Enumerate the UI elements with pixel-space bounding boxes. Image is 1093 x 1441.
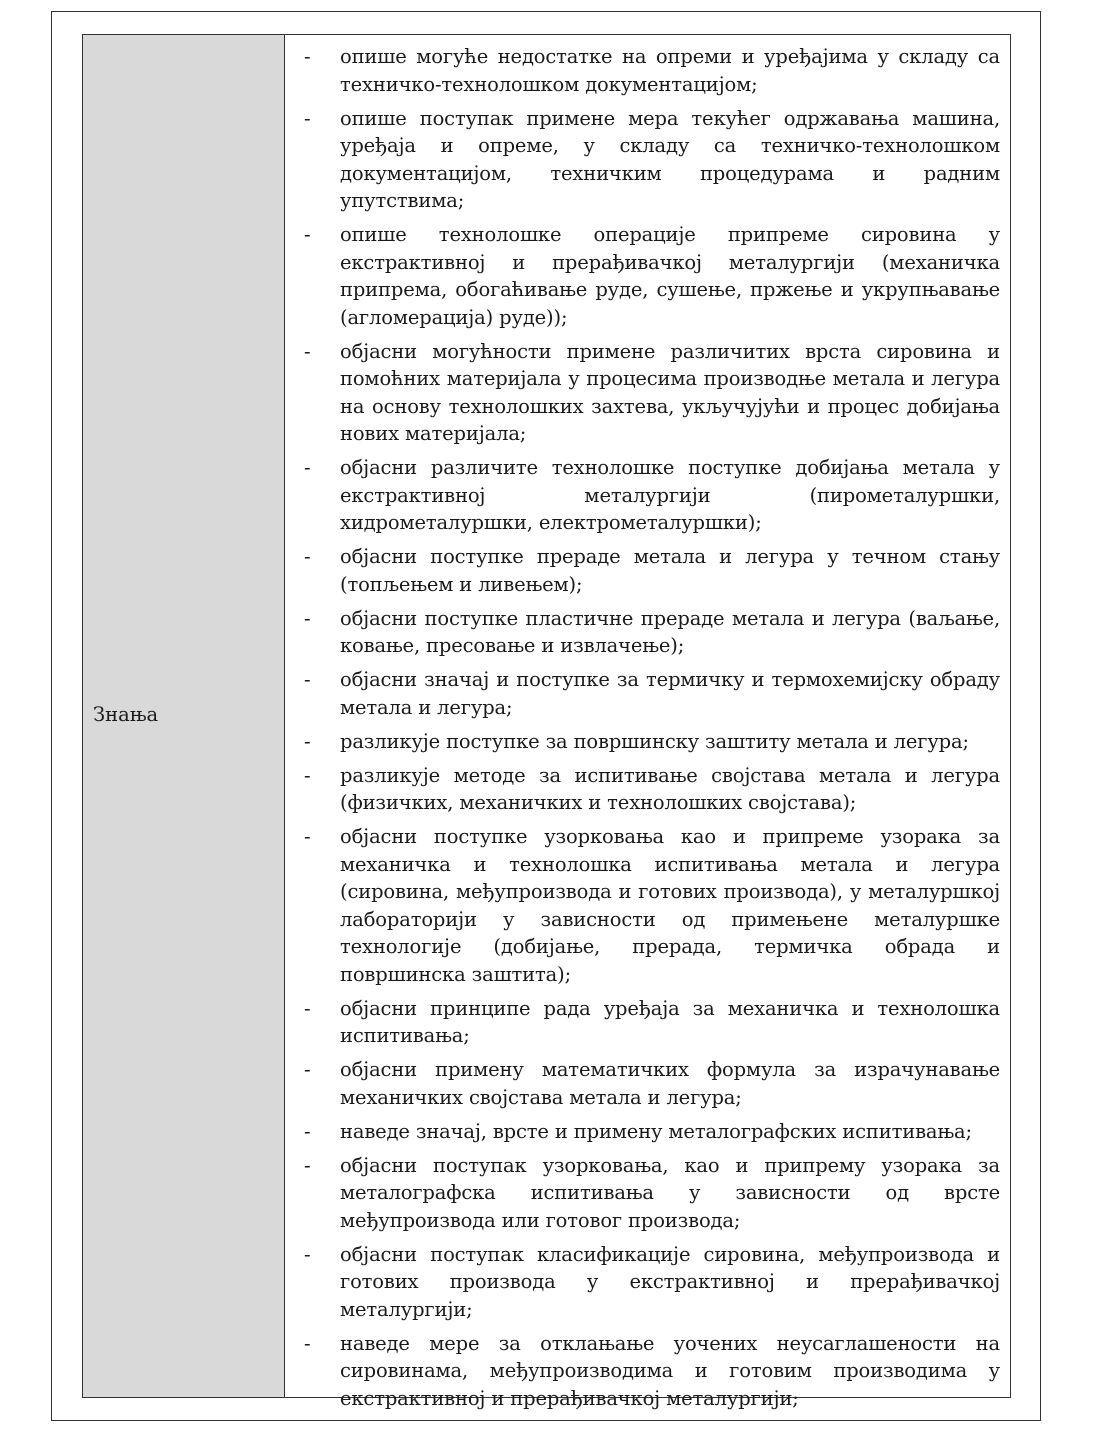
list-item: - објасни поступке прераде метала и легура у течном стању (топљењем и ливењем);	[285, 543, 1000, 598]
list-item-text: објасни примену математичких формула за израчунавање механичких својстава метала и легура;	[340, 1058, 1000, 1109]
list-item-text: објасни поступак класификације сировина, међупроизвода и готових производа у екстрактивној и прерађивачкој металургији;	[340, 1242, 1000, 1321]
items-cell	[285, 35, 1010, 1410]
list-item: - наведе значај, врсте и примену металографских испитивања;	[285, 1118, 1000, 1146]
list-item-text: опише технолошке операције припреме сировина у екстрактивној и прерађивачкој металургији (механичка припрема, обогаћивање руде, сушење, пржење и укрупњавање (агломерација) руде));	[340, 223, 1000, 329]
knowledge-list	[285, 43, 1000, 1412]
list-item-text: објасни принципе рада уређаја за механичка и технолошка испитивања;	[340, 996, 1000, 1047]
list-item-text: објасни различите технолошке поступке добијања метала у екстрактивној металургији (пирометалуршки, хидрометалуршки, електрометалуршки);	[340, 456, 1000, 534]
list-item: - објасни различите технолошке поступке добијања метала у екстрактивној металургији (пирометалуршки, хидрометалуршки, електрометалуршки);	[285, 454, 1000, 537]
list-item-text: објасни поступке узорковања као и припреме узорака за механичка и технолошка испитивања метала и легура (сировина, међупроизвода и готових производа), у металуршкој лабораторији у зависности од примењене металуршке технологије (добијање, прерада, термичка обрада и површинска заштита);	[340, 825, 1000, 986]
list-item: - објасни принципе рада уређаја за механичка и технолошка испитивања;	[285, 995, 1000, 1050]
list-item-text: разликује методе за испитивање својстава метала и легура (физичких, механичких и технолошких својстава);	[340, 763, 1000, 814]
list-item: - објасни поступак класификације сировина, међупроизвода и готових производа у екстрактивној и прерађивачкој металургији;	[285, 1241, 1000, 1324]
list-item: - опише могуће недостатке на опреми и уређајима у складу са техничко-технолошком документацијом;	[285, 43, 1000, 98]
list-item-text: објасни поступак узорковања, као и припрему узорака за металографска испитивања у зависности од врсте међупроизвода или готовог производа;	[340, 1153, 1000, 1232]
knowledge-table	[82, 34, 1011, 1410]
list-item: - објасни поступке узорковања као и припреме узорака за механичка и технолошка испитивања метала и легура (сировина, међупроизвода и готових производа), у металуршкој лабораторији у зависности од примењене металуршке технологије (добијање, прерада, термичка обрада и површинска заштита);	[285, 823, 1000, 988]
list-item-text: наведе мере за отклањање уочених неусаглашености на сировинама, међупроизводима и готовим производима у екстрактивној и прерађивачкој металургији;	[340, 1331, 1000, 1410]
list-item: - објасни примену математичких формула за израчунавање механичких својстава метала и легура;	[285, 1056, 1000, 1111]
row-label-cell	[83, 35, 285, 1397]
list-item: - објасни поступке пластичне прераде метала и легура (ваљање, ковање, пресовање и извлачење);	[285, 605, 1000, 660]
list-item-text: опише поступак примене мера текућег одржавања машина, уређаја и опреме, у складу са техничко-технолошком документацијом, техничким процедурама и радним упутствима;	[340, 106, 1000, 212]
list-item-text: опише могуће недостатке на опреми и уређајима у складу са техничко-технолошком документацијом;	[340, 45, 1000, 96]
list-item-text: објасни поступке пластичне прераде метала и легура (ваљање, ковање, пресовање и извлачење);	[340, 606, 1000, 657]
list-item: - објасни поступак узорковања, као и припрему узорака за металографска испитивања у зависности од врсте међупроизвода или готовог производа;	[285, 1152, 1000, 1235]
row-label: Знања	[93, 702, 159, 726]
list-item: - разликује поступке за површинску заштиту метала и легура;	[285, 728, 1000, 756]
list-item: - опише технолошке операције припреме сировина у екстрактивној и прерађивачкој металургији (механичка припрема, обогаћивање руде, сушење, пржење и укрупњавање (агломерација) руде));	[285, 221, 1000, 331]
list-item: - опише поступак примене мера текућег одржавања машина, уређаја и опреме, у складу са техничко-технолошком документацијом, техничким процедурама и радним упутствима;	[285, 105, 1000, 215]
list-item: - разликује методе за испитивање својстава метала и легура (физичких, механичких и технолошких својстава);	[285, 762, 1000, 817]
list-item-text: објасни поступке прераде метала и легура у течном стању (топљењем и ливењем);	[340, 545, 1000, 596]
list-item-text: разликује поступке за површинску заштиту метала и легура;	[340, 729, 969, 753]
list-item-text: наведе значај, врсте и примену металографских испитивања;	[340, 1119, 972, 1143]
list-item: - објасни значај и поступке за термичку и термохемијску обраду метала и легура;	[285, 666, 1000, 721]
list-item-text: објасни значај и поступке за термичку и термохемијску обраду метала и легура;	[340, 668, 1000, 719]
list-item: - наведе мере за отклањање уочених неусаглашености на сировинама, међупроизводима и готовим производима у екстрактивној и прерађивачкој металургији;	[285, 1330, 1000, 1413]
list-item-text: објасни могућности примене различитих врста сировина и помоћних материјала у процесима производње метала и легура на основу технолошких захтева, укључујући и процес добијања нових материјала;	[340, 339, 1000, 445]
list-item: - објасни могућности примене различитих врста сировина и помоћних материјала у процесима производње метала и легура на основу технолошких захтева, укључујући и процес добијања нових материјала;	[285, 338, 1000, 448]
